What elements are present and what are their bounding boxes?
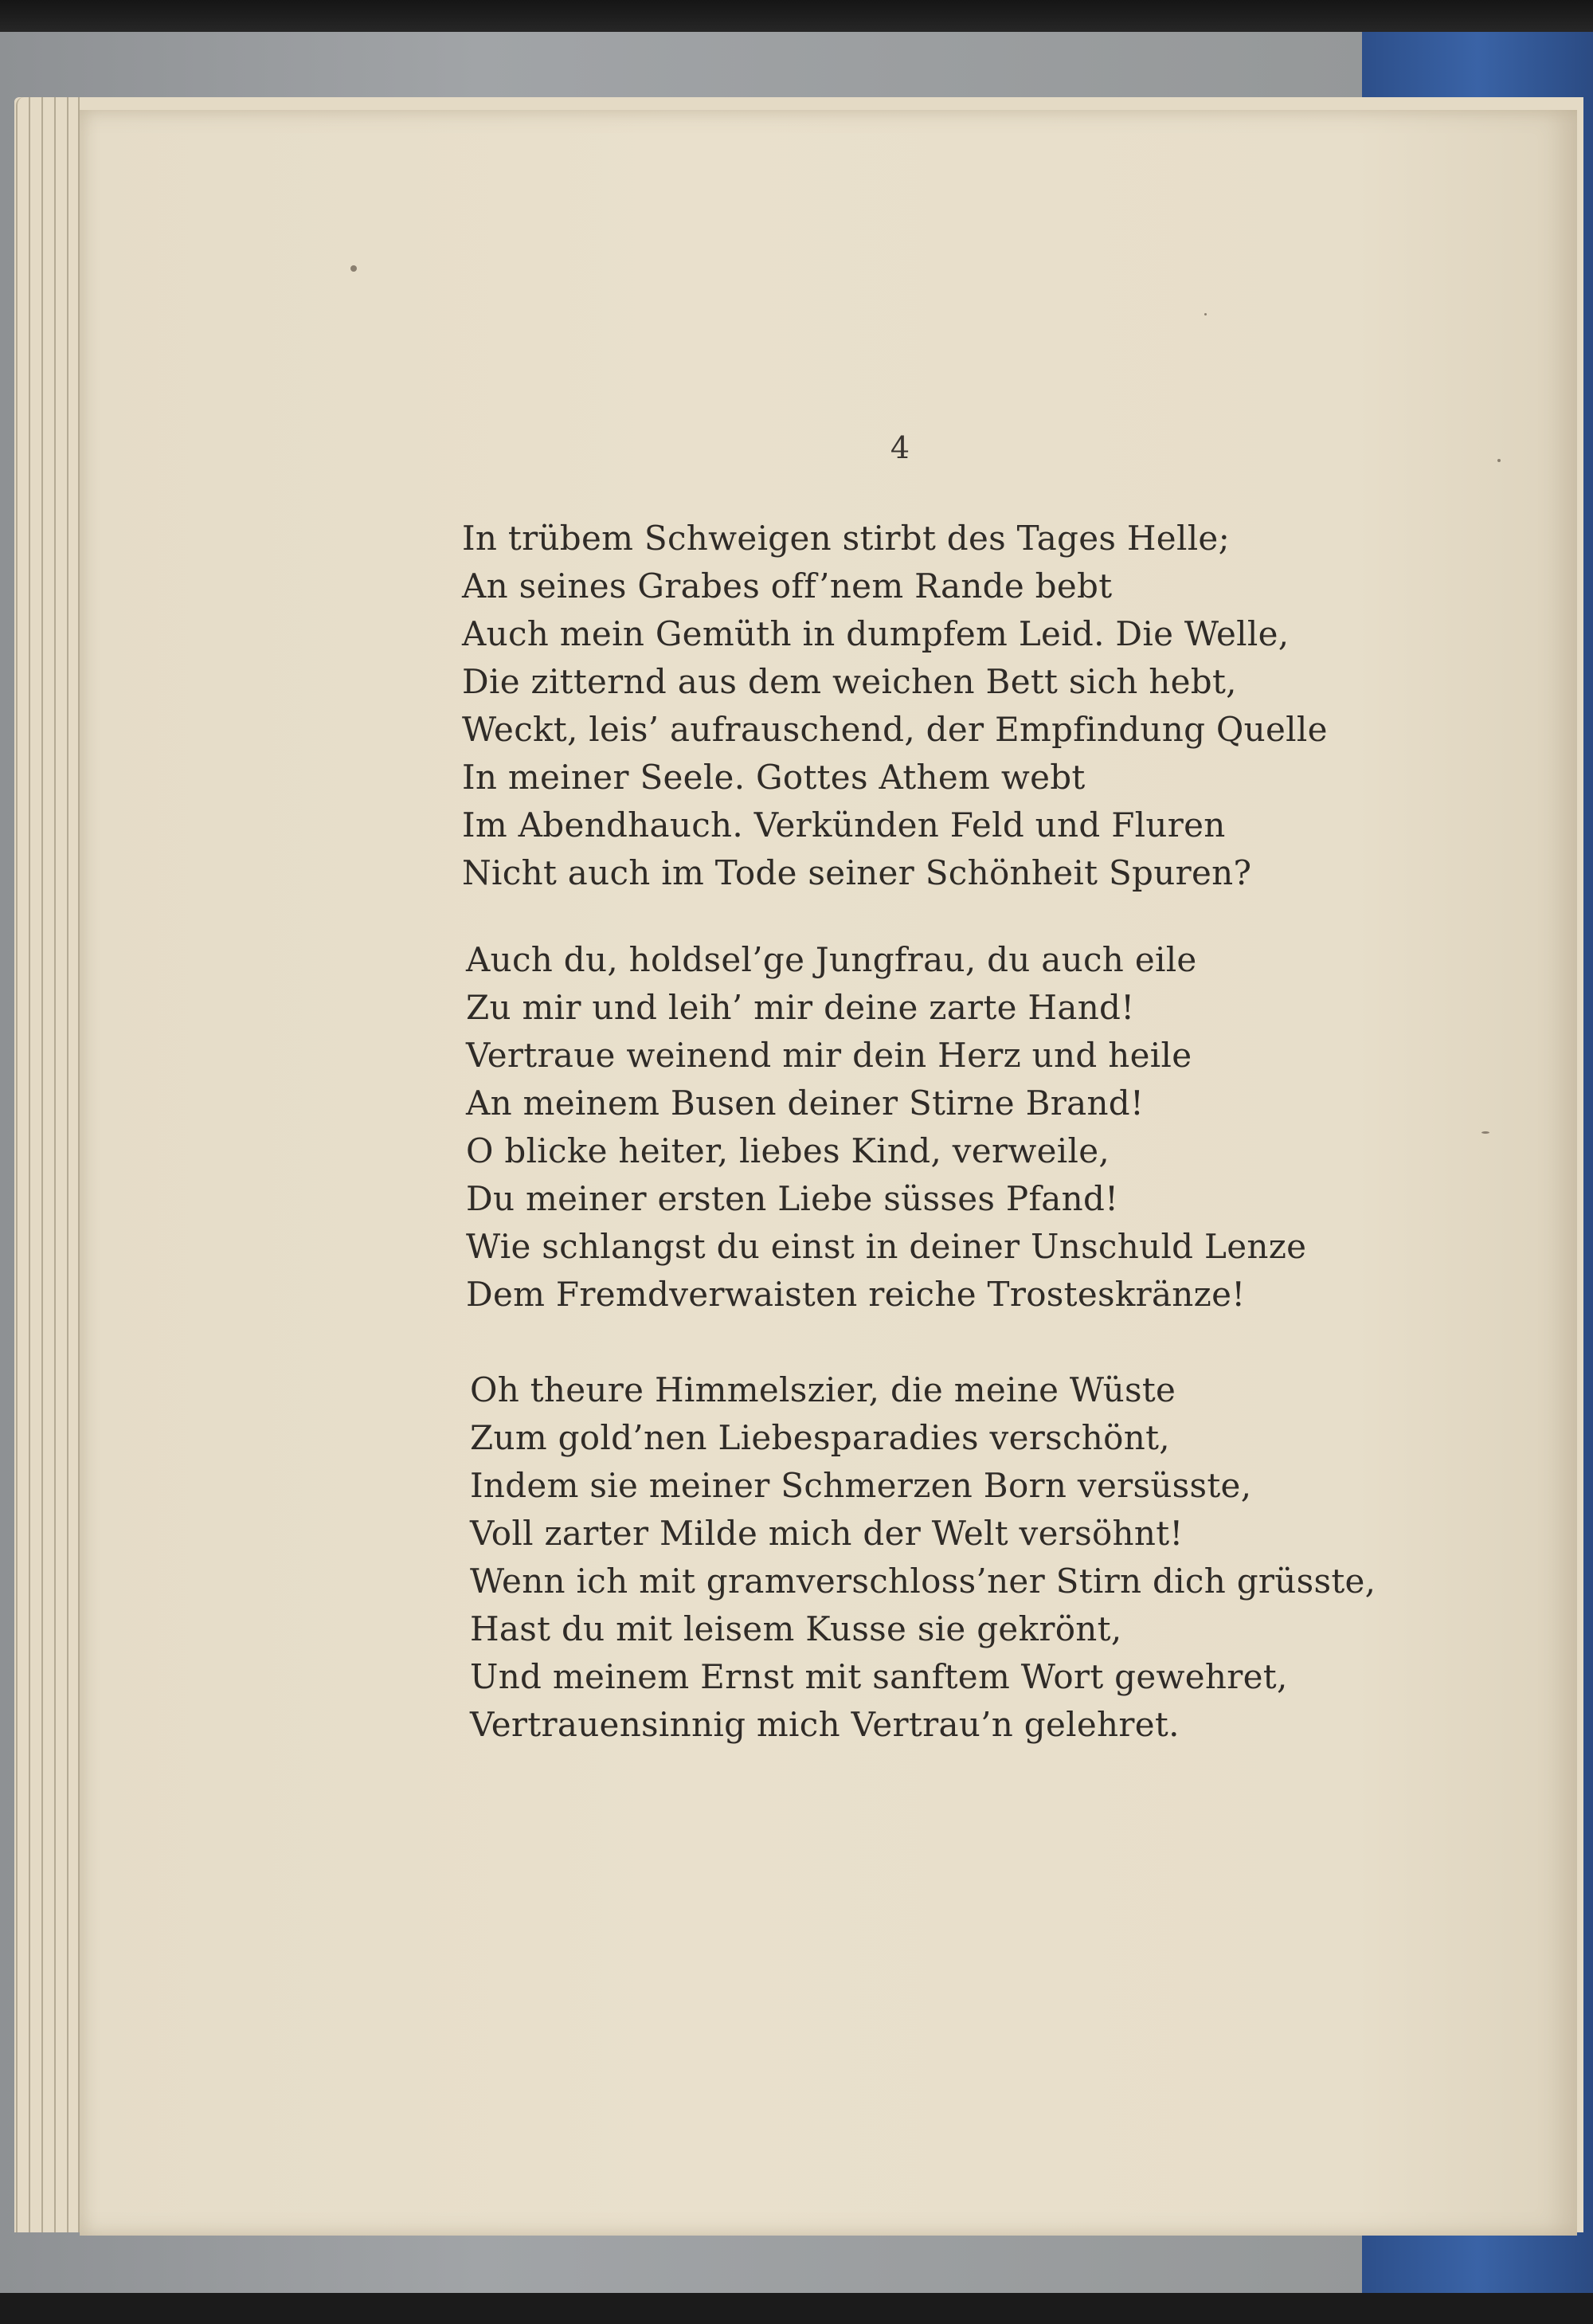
scanner-bottom-edge: [0, 2293, 1593, 2324]
poem-stanza-1: [462, 515, 1328, 897]
poem-line: Zu mir und leih’ mir deine zarte Hand!: [466, 988, 1135, 1027]
poem-line: Dem Fremdverwaisten reiche Trosteskränze!: [466, 1275, 1246, 1314]
poem-line: Voll zarter Milde mich der Welt versöhnt!: [470, 1514, 1184, 1553]
poem-line: Zum gold’nen Liebesparadies verschönt,: [470, 1418, 1170, 1457]
poem-line: Im Abendhauch. Verkünden Feld und Fluren: [462, 805, 1226, 845]
poem-line: O blicke heiter, liebes Kind, verweile,: [466, 1131, 1110, 1170]
paper-speck: [1481, 1131, 1489, 1134]
poem-line: Vertrauensinnig mich Vertrau’n gelehret.: [470, 1705, 1180, 1744]
poem-line: Du meiner ersten Liebe süsses Pfand!: [466, 1179, 1119, 1218]
paper-speck: [1497, 459, 1501, 462]
page-edge-line: [29, 97, 30, 2232]
poem-line: Und meinem Ernst mit sanftem Wort gewehret,: [470, 1657, 1288, 1696]
page-edge-line: [67, 97, 68, 2232]
poem-line: Wie schlangst du einst in deiner Unschuld Lenze: [466, 1227, 1307, 1266]
poem-line: In meiner Seele. Gottes Athem webt: [462, 758, 1086, 797]
poem-line: Hast du mit leisem Kusse sie gekrönt,: [470, 1609, 1122, 1648]
page-edge-line: [54, 97, 56, 2232]
poem-line: Vertraue weinend mir dein Herz und heile: [466, 1036, 1192, 1075]
poem-line: Auch mein Gemüth in dumpfem Leid. Die Welle,: [462, 614, 1290, 653]
page-number: 4: [890, 430, 910, 465]
poem-line: Auch du, holdsel’ge Jungfrau, du auch eile: [466, 940, 1197, 979]
paper-speck: [1204, 313, 1207, 315]
poem-stanza-3: [470, 1366, 1376, 1749]
poem-line: An meinem Busen deiner Stirne Brand!: [466, 1084, 1145, 1123]
page-edge-line: [41, 97, 43, 2232]
poem-line: Wenn ich mit gramverschloss’ner Stirn dich grüsste,: [470, 1562, 1376, 1601]
poem-line: Oh theure Himmelszier, die meine Wüste: [470, 1370, 1176, 1409]
poem-line: Indem sie meiner Schmerzen Born versüsste,: [470, 1466, 1252, 1505]
paper-speck: [350, 265, 357, 272]
poem-line: In trübem Schweigen stirbt des Tages Helle;: [462, 519, 1231, 558]
poem-stanza-2: [466, 936, 1306, 1319]
poem-line: Nicht auch im Tode seiner Schönheit Spuren?: [462, 853, 1252, 892]
poem-line: Die zitternd aus dem weichen Bett sich hebt,: [462, 662, 1237, 701]
poem-line: Weckt, leis’ aufrauschend, der Empfindung Quelle: [462, 710, 1328, 749]
poem-line: An seines Grabes off’nem Rande bebt: [462, 566, 1113, 605]
